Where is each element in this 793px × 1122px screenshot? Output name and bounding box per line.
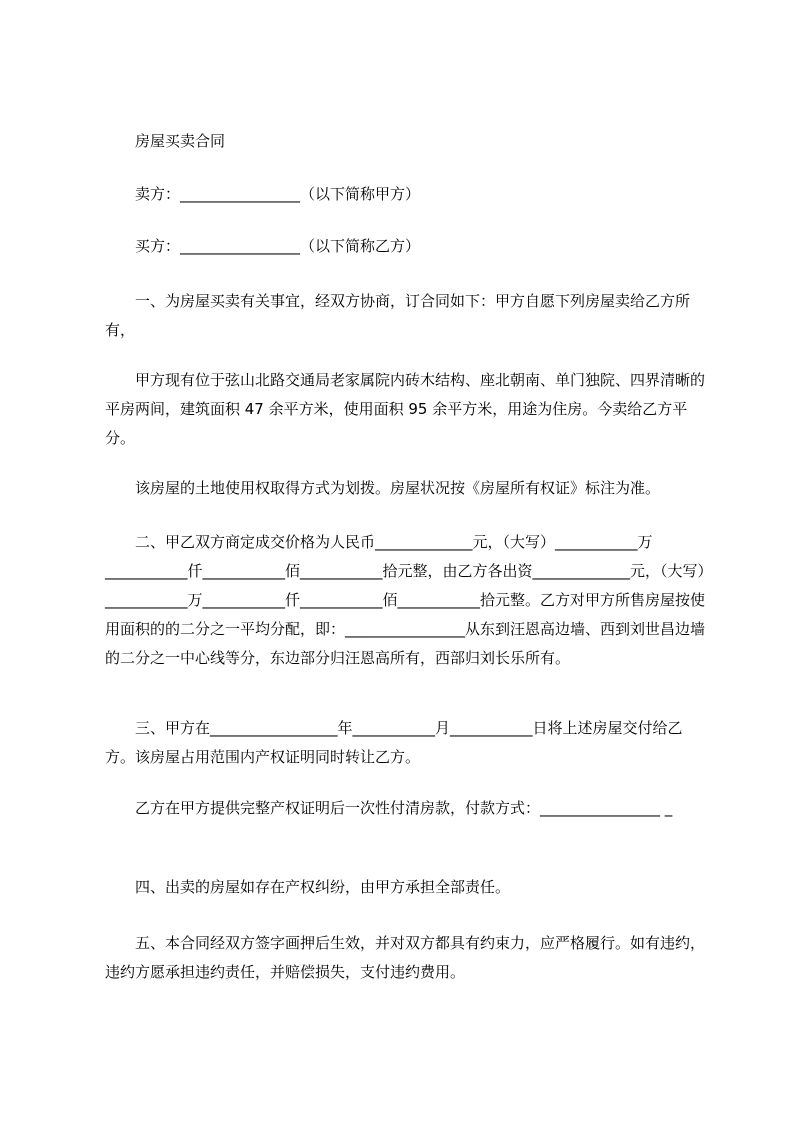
land-rights-clause: 该房屋的土地使用权取得方式为划拨。房屋状况按《房屋所有权证》标注为准。 — [135, 479, 661, 497]
clause-1: 一、为房屋买卖有关事宜，经双方协商，订合同如下：甲方自愿下列房屋卖给乙方所有， — [105, 292, 691, 339]
buyer-line: 买方：________________（以下简称乙方） — [135, 237, 421, 255]
clause-3: 三、甲方在_________________年___________月___________日将上述房屋交付给乙方。该房屋占用范围内产权证明同时转让乙方。 — [105, 719, 683, 766]
document-title: 房屋买卖合同 — [135, 132, 226, 150]
clause-5: 五、本合同经双方签字画押后生效，并对双方都具有约束力，应严格履行。如有违约，违约方愿承担违约责任，并赔偿损失，支付违约费用。 — [105, 934, 706, 981]
clause-2: 二、甲乙双方商定成交价格为人民币_____________元，（大写）___________万___________仟___________佰___________拾元整，由乙方各出资_____________元，（大写）___________万___________仟___________佰___________拾元整。乙方对甲方所售房屋按使用面积的的二分之一平均分配，即：________________从东到汪恩高边墙、西到刘世昌边墙的二分之一中心线等分，东边部分归汪恩高所有，西部归刘长乐所有。 — [105, 533, 706, 667]
seller-line: 卖方：________________（以下简称甲方） — [135, 185, 421, 203]
payment-clause: 乙方在甲方提供完整产权证明后一次性付清房款，付款方式：________________ _ — [135, 799, 673, 817]
clause-4: 四、出卖的房屋如存在产权纠纷，由甲方承担全部责任。 — [135, 878, 511, 896]
clause-1-detail: 甲方现有位于弦山北路交通局老家属院内砖木结构、座北朝南、单门独院、四界清晰的平房两间，建筑面积 47 余平方米，使用面积 95 余平方米，用途为住房。今卖给乙方平分。 — [105, 371, 706, 447]
